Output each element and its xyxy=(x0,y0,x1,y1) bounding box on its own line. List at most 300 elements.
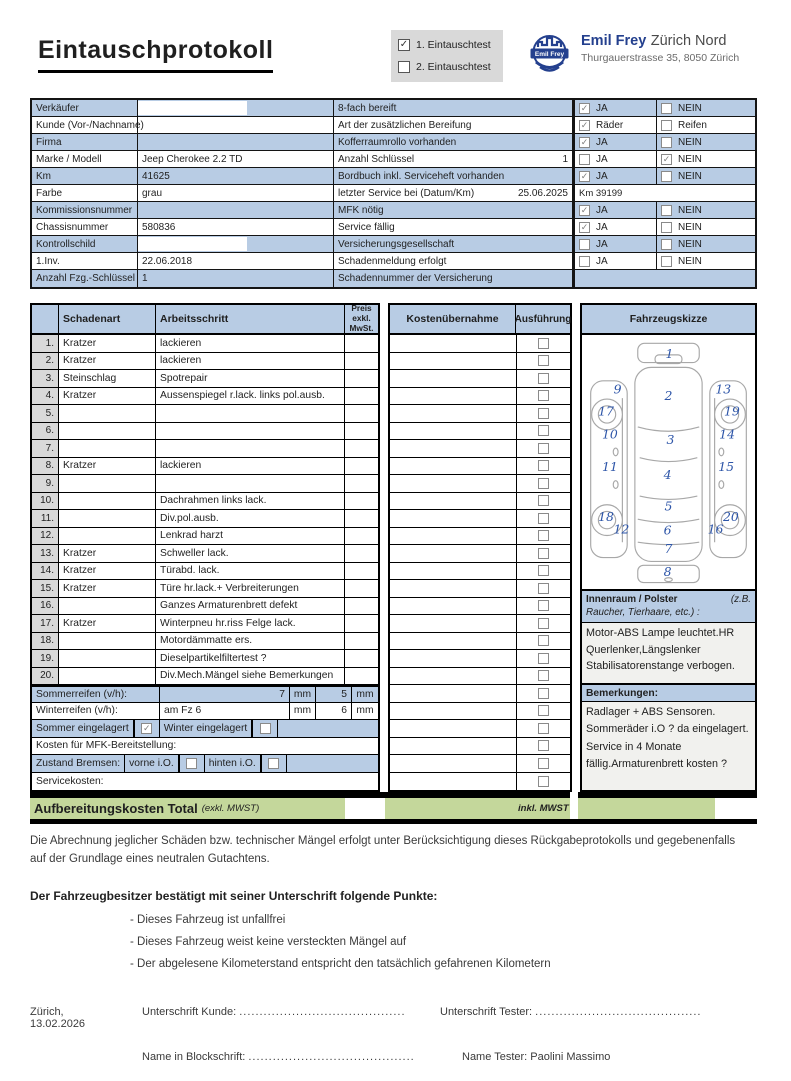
damage-row-number: 19. xyxy=(32,650,59,667)
kostenuebernahme-header: Kostenübernahme xyxy=(390,305,516,333)
cost-coverage-cell[interactable] xyxy=(390,738,517,755)
nein-checkbox[interactable] xyxy=(661,171,672,182)
damage-price[interactable] xyxy=(345,370,378,387)
cost-coverage-cell[interactable] xyxy=(390,545,517,562)
damage-type[interactable]: Kratzer xyxy=(59,615,156,632)
damage-type[interactable] xyxy=(59,405,156,422)
cost-row xyxy=(390,738,570,756)
storage-checkbox-cell xyxy=(134,720,160,737)
tire-values xyxy=(160,703,290,720)
damage-price[interactable] xyxy=(345,423,378,440)
damage-row-number: 11. xyxy=(32,510,59,527)
info-mid-cell xyxy=(334,253,573,269)
cost-coverage-cell[interactable] xyxy=(390,423,517,440)
ja-checkbox[interactable] xyxy=(579,205,590,216)
cost-coverage-cell[interactable] xyxy=(390,370,517,387)
check-icon: ✓ xyxy=(142,722,151,733)
confirmation-point: - Dieses Fahrzeug ist unfallfrei xyxy=(130,913,286,926)
info-value[interactable]: Jeep Cherokee 2.2 TD xyxy=(138,151,334,167)
nein-label: Reifen xyxy=(678,119,707,131)
damage-workstep[interactable]: Div.pol.ausb. xyxy=(156,510,345,527)
damage-row-number: 17. xyxy=(32,615,59,632)
mm-unit: mm xyxy=(356,705,374,717)
ja-checkbox[interactable] xyxy=(579,154,590,165)
empty-right-cell xyxy=(573,270,755,287)
execution-cell xyxy=(517,475,570,492)
execution-checkbox[interactable] xyxy=(538,408,549,419)
cost-coverage-cell[interactable] xyxy=(390,755,517,772)
damage-workstep[interactable]: lackieren xyxy=(156,335,345,352)
cost-coverage-cell[interactable] xyxy=(390,458,517,475)
check-icon: ✓ xyxy=(399,39,409,50)
execution-checkbox[interactable] xyxy=(538,443,549,454)
info-label: Marke / Modell xyxy=(32,151,138,167)
cost-row xyxy=(390,668,570,686)
nein-cell xyxy=(657,253,755,269)
nein-cell xyxy=(657,100,755,116)
info-value[interactable]: 580836 xyxy=(138,219,334,235)
signature-tester-line[interactable]: ......................................... xyxy=(535,1005,702,1018)
info-value[interactable]: 41625 xyxy=(138,168,334,184)
execution-cell xyxy=(517,510,570,527)
nein-checkbox[interactable] xyxy=(661,154,672,165)
total-skizze-cell xyxy=(578,792,715,819)
info-mid-label: Kofferraumrollo vorhanden xyxy=(338,136,457,148)
cost-coverage-cell[interactable] xyxy=(390,580,517,597)
sketch-zone-number: 18 xyxy=(598,509,614,525)
storage-checkbox[interactable] xyxy=(260,723,271,734)
damage-type[interactable] xyxy=(59,598,156,615)
name-tester-label: Name Tester: xyxy=(462,1050,528,1063)
signature-customer-line[interactable]: ......................................... xyxy=(239,1005,406,1018)
damage-workstep[interactable] xyxy=(156,440,345,457)
cost-coverage-cell[interactable] xyxy=(390,685,517,702)
execution-cell xyxy=(517,335,570,352)
cost-coverage-cell[interactable] xyxy=(390,335,517,352)
brand-region: Zürich Nord xyxy=(650,33,727,49)
check-icon: ✓ xyxy=(580,102,589,113)
damage-price[interactable] xyxy=(345,353,378,370)
signature-section xyxy=(30,1006,757,1081)
info-value[interactable] xyxy=(138,117,334,133)
damage-workstep[interactable]: Schweller lack. xyxy=(156,545,345,562)
cost-coverage-cell[interactable] xyxy=(390,598,517,615)
execution-checkbox[interactable] xyxy=(538,565,549,576)
cost-coverage-cell[interactable] xyxy=(390,493,517,510)
damage-workstep[interactable]: Lenkrad harzt xyxy=(156,528,345,545)
damage-row-number: 7. xyxy=(32,440,59,457)
storage-checkbox-cell xyxy=(252,720,278,737)
nein-checkbox[interactable] xyxy=(661,256,672,267)
info-value[interactable]: grau xyxy=(138,185,334,201)
cost-row xyxy=(390,458,570,476)
execution-checkbox[interactable] xyxy=(538,495,549,506)
info-value[interactable] xyxy=(138,236,334,252)
damage-table-left xyxy=(30,303,380,792)
damage-price[interactable] xyxy=(345,545,378,562)
execution-checkbox[interactable] xyxy=(538,740,549,751)
info-value[interactable] xyxy=(138,100,334,116)
ja-checkbox[interactable] xyxy=(579,171,590,182)
nein-label: NEIN xyxy=(678,238,702,250)
info-value[interactable]: 1 xyxy=(138,270,334,287)
innenraum-subtitle2: Raucher, Tierhaare, etc.) : xyxy=(586,607,700,619)
info-row xyxy=(32,253,755,270)
damage-row xyxy=(32,475,378,493)
sketch-zone-number: 7 xyxy=(664,540,673,556)
cost-coverage-cell[interactable] xyxy=(390,475,517,492)
info-mid-cell xyxy=(334,202,573,218)
tire-label: Sommerreifen (v/h): xyxy=(32,687,160,702)
damage-price[interactable] xyxy=(345,405,378,422)
brakes-checkbox[interactable] xyxy=(268,758,279,769)
name-block-label: Name in Blockschrift: xyxy=(142,1050,246,1063)
sketch-zone-number: 8 xyxy=(663,563,672,579)
nein-cell xyxy=(657,219,755,235)
sketch-zone-number: 9 xyxy=(613,381,622,397)
damage-price[interactable] xyxy=(345,335,378,352)
damage-row-number: 14. xyxy=(32,563,59,580)
check-icon: ✓ xyxy=(662,153,671,164)
damage-price[interactable] xyxy=(345,475,378,492)
cost-coverage-cell[interactable] xyxy=(390,440,517,457)
info-row xyxy=(32,151,755,168)
damage-price[interactable] xyxy=(345,528,378,545)
damage-price[interactable] xyxy=(345,668,378,685)
lower-row-brakes xyxy=(32,755,378,773)
mm-unit: mm xyxy=(290,687,316,702)
damage-price[interactable] xyxy=(345,388,378,405)
ja-checkbox[interactable] xyxy=(579,103,590,114)
execution-checkbox[interactable] xyxy=(538,670,549,681)
signature-tester-label: Unterschrift Tester: xyxy=(440,1005,533,1018)
nein-label: NEIN xyxy=(678,170,702,182)
execution-checkbox[interactable] xyxy=(538,635,549,646)
sketch-zone-number: 1 xyxy=(665,345,674,361)
damage-price[interactable] xyxy=(345,440,378,457)
document-header xyxy=(30,24,757,82)
execution-checkbox[interactable] xyxy=(538,530,549,541)
info-mid-cell xyxy=(334,219,573,235)
execution-cell xyxy=(517,615,570,632)
damage-workstep[interactable]: Dachrahmen links lack. xyxy=(156,493,345,510)
damage-type[interactable]: Kratzer xyxy=(59,563,156,580)
damage-type[interactable] xyxy=(59,510,156,527)
info-row xyxy=(32,134,755,151)
cost-coverage-cell[interactable] xyxy=(390,773,517,791)
execution-checkbox[interactable] xyxy=(538,583,549,594)
vehicle-sketch-drawing xyxy=(583,336,754,588)
execution-cell xyxy=(517,598,570,615)
damage-row xyxy=(32,615,378,633)
ja-checkbox[interactable] xyxy=(579,256,590,267)
cost-row xyxy=(390,563,570,581)
damage-price[interactable] xyxy=(345,598,378,615)
damage-type[interactable]: Kratzer xyxy=(59,388,156,405)
execution-cell xyxy=(517,563,570,580)
damage-type[interactable] xyxy=(59,493,156,510)
damage-workstep[interactable]: Aussenspiegel r.lack. links pol.ausb. xyxy=(156,388,345,405)
execution-checkbox[interactable] xyxy=(538,425,549,436)
damage-price[interactable] xyxy=(345,493,378,510)
nein-cell xyxy=(657,151,755,167)
damage-row xyxy=(32,650,378,668)
sketch-zone-number: 3 xyxy=(666,432,675,448)
cost-coverage-cell[interactable] xyxy=(390,703,517,720)
damage-type[interactable]: Kratzer xyxy=(59,458,156,475)
test-selection-box xyxy=(391,30,503,82)
sketch-column xyxy=(580,303,757,792)
name-block-line[interactable]: ......................................... xyxy=(248,1050,415,1063)
cost-row xyxy=(390,475,570,493)
execution-checkbox[interactable] xyxy=(538,688,549,699)
brand-block xyxy=(527,32,757,77)
execution-cell xyxy=(517,738,570,755)
info-mid-label: Art der zusätzlichen Bereifung xyxy=(338,119,472,131)
ja-label: JA xyxy=(596,238,608,250)
storage-checkbox[interactable] xyxy=(141,723,152,734)
damage-type[interactable] xyxy=(59,650,156,667)
execution-checkbox[interactable] xyxy=(538,390,549,401)
cost-coverage-cell[interactable] xyxy=(390,563,517,580)
damage-workstep[interactable]: Türabd. lack. xyxy=(156,563,345,580)
damage-workstep[interactable]: Türe hr.lack.+ Verbreiterungen xyxy=(156,580,345,597)
damage-type[interactable] xyxy=(59,528,156,545)
damage-type[interactable] xyxy=(59,633,156,650)
checkbox-unchecked-icon[interactable] xyxy=(398,61,410,73)
damage-type[interactable] xyxy=(59,440,156,457)
damage-type[interactable]: Kratzer xyxy=(59,335,156,352)
execution-cell xyxy=(517,668,570,685)
preis-header: Preis exkl. MwSt. xyxy=(349,303,374,333)
damage-workstep[interactable] xyxy=(156,475,345,492)
info-value[interactable] xyxy=(138,134,334,150)
execution-cell xyxy=(517,493,570,510)
cost-coverage-cell[interactable] xyxy=(390,528,517,545)
ja-cell xyxy=(573,134,657,150)
nein-checkbox[interactable] xyxy=(661,222,672,233)
cost-row xyxy=(390,335,570,353)
vehicle-info-table xyxy=(30,98,757,289)
damage-row xyxy=(32,545,378,563)
damage-row-number: 9. xyxy=(32,475,59,492)
execution-checkbox[interactable] xyxy=(538,723,549,734)
damage-workstep[interactable] xyxy=(156,423,345,440)
damage-workstep[interactable]: Motordämmatte ers. xyxy=(156,633,345,650)
damage-row xyxy=(32,493,378,511)
damage-price[interactable] xyxy=(345,615,378,632)
ja-cell xyxy=(573,236,657,252)
cost-row xyxy=(390,353,570,371)
damage-row xyxy=(32,388,378,406)
settlement-disclaimer: Die Abrechnung jeglicher Schäden bzw. technischer Mängel erfolgt unter Berücksichtigung dieses Rückgabeprotokolls und gegebenenfalls auf der Grundlage eines neutralen Gutachtens. xyxy=(30,835,736,865)
cost-coverage-cell[interactable] xyxy=(390,353,517,370)
check-icon: ✓ xyxy=(580,136,589,147)
check-icon: ✓ xyxy=(580,170,589,181)
cost-row xyxy=(390,755,570,773)
sketch-zone-number: 6 xyxy=(663,522,672,538)
damage-type[interactable]: Kratzer xyxy=(59,545,156,562)
sketch-zone-number: 20 xyxy=(723,509,739,525)
cost-coverage-cell[interactable] xyxy=(390,405,517,422)
damage-price[interactable] xyxy=(345,458,378,475)
nein-checkbox[interactable] xyxy=(661,239,672,250)
damage-price[interactable] xyxy=(345,563,378,580)
execution-checkbox[interactable] xyxy=(538,758,549,769)
ja-cell xyxy=(573,202,657,218)
cost-row xyxy=(390,685,570,703)
info-row xyxy=(32,100,755,117)
cost-row xyxy=(390,615,570,633)
execution-checkbox[interactable] xyxy=(538,373,549,384)
mm-unit: mm xyxy=(356,688,374,700)
bemerkungen-header: Bemerkungen: xyxy=(582,685,755,702)
ja-checkbox[interactable] xyxy=(579,120,590,131)
checkbox-checked-icon[interactable] xyxy=(398,39,410,51)
damage-price[interactable] xyxy=(345,580,378,597)
cost-row xyxy=(390,405,570,423)
damage-type[interactable]: Steinschlag xyxy=(59,370,156,387)
test-option-2-label: 2. Eintauschtest xyxy=(416,61,491,73)
test-option-1[interactable] xyxy=(398,39,496,51)
sketch-zone-number: 12 xyxy=(613,521,630,537)
storage-item-label: Winter eingelagert xyxy=(160,720,253,737)
vehicle-sketch xyxy=(582,335,755,591)
damage-type[interactable] xyxy=(59,423,156,440)
brakes-checkbox[interactable] xyxy=(186,758,197,769)
brakes-item-label: hinten i.O. xyxy=(205,755,261,772)
execution-checkbox[interactable] xyxy=(538,600,549,611)
execution-checkbox[interactable] xyxy=(538,460,549,471)
cost-coverage-cell[interactable] xyxy=(390,668,517,685)
storage-item-label: Sommer eingelagert xyxy=(32,720,134,737)
damage-type[interactable] xyxy=(59,668,156,685)
nein-checkbox[interactable] xyxy=(661,205,672,216)
execution-cell xyxy=(517,650,570,667)
info-label: 1.Inv. xyxy=(32,253,138,269)
nein-checkbox[interactable] xyxy=(661,103,672,114)
damage-type[interactable]: Kratzer xyxy=(59,580,156,597)
redacted-value xyxy=(138,237,247,251)
sketch-zone-number: 11 xyxy=(601,459,618,475)
info-mid-cell xyxy=(334,185,573,201)
execution-cell xyxy=(517,458,570,475)
damage-row xyxy=(32,668,378,686)
nein-checkbox[interactable] xyxy=(661,137,672,148)
damage-type[interactable] xyxy=(59,475,156,492)
cost-coverage-cell[interactable] xyxy=(390,720,517,737)
total-excl-label: (exkl. MWST) xyxy=(201,803,260,814)
tire-label: Winterreifen (v/h): xyxy=(32,703,160,720)
cost-coverage-cell[interactable] xyxy=(390,510,517,527)
damage-row xyxy=(32,440,378,458)
execution-checkbox[interactable] xyxy=(538,776,549,787)
damage-workstep[interactable]: Winterpneu hr.riss Felge lack. xyxy=(156,615,345,632)
damage-row xyxy=(32,335,378,353)
damage-type[interactable]: Kratzer xyxy=(59,353,156,370)
execution-checkbox[interactable] xyxy=(538,513,549,524)
total-bottom-bar xyxy=(30,819,757,824)
info-mid-cell xyxy=(334,168,573,184)
nein-checkbox[interactable] xyxy=(661,120,672,131)
cost-coverage-cell[interactable] xyxy=(390,650,517,667)
nein-label: NEIN xyxy=(678,153,702,165)
info-value[interactable] xyxy=(138,202,334,218)
test-option-2[interactable] xyxy=(398,61,496,73)
damage-price[interactable] xyxy=(345,650,378,667)
ja-checkbox[interactable] xyxy=(579,239,590,250)
mm-unit: mm xyxy=(290,703,316,720)
nein-cell xyxy=(657,202,755,218)
info-row xyxy=(32,168,755,185)
cost-coverage-cell[interactable] xyxy=(390,633,517,650)
check-icon: ✓ xyxy=(580,221,589,232)
tire-depth-rear: 5 xyxy=(316,687,352,702)
info-label: Kommissionsnummer xyxy=(32,202,138,218)
ja-cell xyxy=(573,168,657,184)
ja-label: JA xyxy=(596,170,608,182)
execution-checkbox[interactable] xyxy=(538,548,549,559)
damage-row xyxy=(32,353,378,371)
execution-checkbox[interactable] xyxy=(538,355,549,366)
damage-workstep[interactable]: lackieren xyxy=(156,458,345,475)
damage-workstep[interactable]: Div.Mech.Mängel siehe Bemerkungen xyxy=(156,668,345,685)
lower-row-plain xyxy=(32,738,378,756)
execution-cell xyxy=(517,423,570,440)
cost-row xyxy=(390,773,570,791)
execution-checkbox[interactable] xyxy=(538,653,549,664)
redacted-value xyxy=(138,101,247,115)
cost-coverage-cell[interactable] xyxy=(390,388,517,405)
execution-cell xyxy=(517,440,570,457)
damage-row-number: 15. xyxy=(32,580,59,597)
sketch-zone-number: 14 xyxy=(719,426,736,442)
damage-workstep[interactable] xyxy=(156,405,345,422)
damage-row-number: 4. xyxy=(32,388,59,405)
cost-row xyxy=(390,510,570,528)
execution-checkbox[interactable] xyxy=(538,705,549,716)
damage-workstep[interactable]: Ganzes Armaturenbrett defekt xyxy=(156,598,345,615)
damage-price[interactable] xyxy=(345,633,378,650)
execution-checkbox[interactable] xyxy=(538,618,549,629)
page-title: Eintauschprotokoll xyxy=(38,36,273,73)
damage-row xyxy=(32,563,378,581)
info-label: Farbe xyxy=(32,185,138,201)
damage-row xyxy=(32,458,378,476)
ja-cell xyxy=(573,253,657,269)
ja-label: Räder xyxy=(596,119,624,131)
damage-price[interactable] xyxy=(345,510,378,527)
damage-row-number: 5. xyxy=(32,405,59,422)
sketch-zone-number: 2 xyxy=(664,388,673,404)
ja-checkbox[interactable] xyxy=(579,137,590,148)
ja-checkbox[interactable] xyxy=(579,222,590,233)
nein-cell xyxy=(657,168,755,184)
damage-workstep[interactable]: Spotrepair xyxy=(156,370,345,387)
cost-coverage-cell[interactable] xyxy=(390,615,517,632)
damage-row xyxy=(32,510,378,528)
lower-row-label: Kosten für MFK-Bereitstellung: xyxy=(36,740,177,752)
execution-checkbox[interactable] xyxy=(538,338,549,349)
execution-checkbox[interactable] xyxy=(538,478,549,489)
damage-workstep[interactable]: lackieren xyxy=(156,353,345,370)
innenraum-title: Innenraum / Polster xyxy=(586,594,678,605)
damage-row xyxy=(32,598,378,616)
info-value[interactable]: 22.06.2018 xyxy=(138,253,334,269)
damage-row-number: 2. xyxy=(32,353,59,370)
info-label: Chassisnummer xyxy=(32,219,138,235)
damage-workstep[interactable]: Dieselpartikelfiltertest ? xyxy=(156,650,345,667)
